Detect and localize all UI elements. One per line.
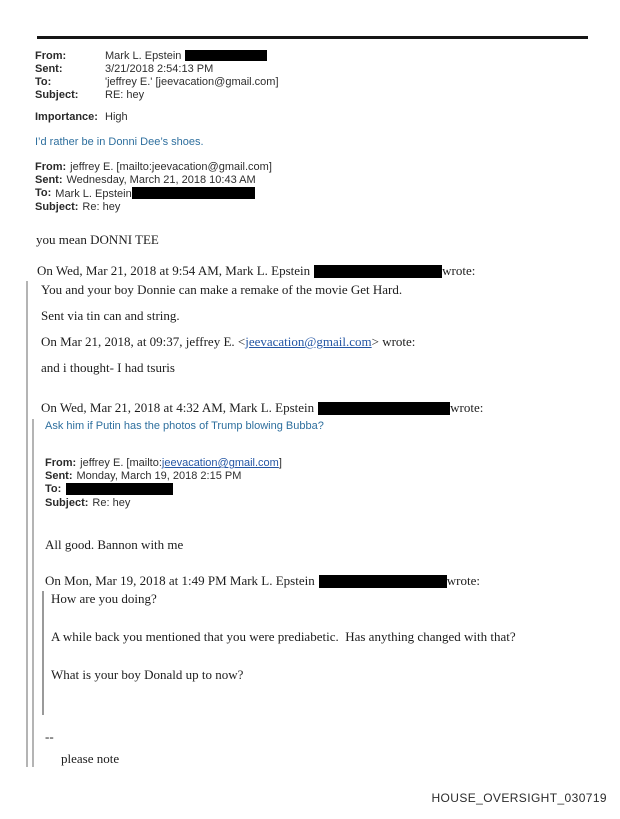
quote1-line: You and your boy Donnie can make a remake of the movie Get Hard. [41, 282, 403, 297]
quote2-body: All good. Bannon with me [45, 537, 184, 552]
quote2-blue-line: Ask him if Putin has the photos of Trump blowing Bubba? [45, 420, 324, 432]
sent-label: Sent: [35, 63, 63, 75]
subject-label: Subject: [45, 497, 89, 509]
email3-header [45, 457, 620, 510]
attribution-text: On Wed, Mar 21, 2018 at 4:32 AM, Mark L. Epstein [41, 400, 315, 415]
attribution-432am [41, 400, 620, 416]
attribution-0937 [41, 334, 620, 350]
attribution-text: On Wed, Mar 21, 2018 at 9:54 AM, Mark L. Epstein [37, 263, 311, 278]
quote-level-1 [26, 281, 620, 767]
from-text: ] [278, 457, 282, 469]
email2-sent-row [35, 174, 620, 187]
email2-subject-row [35, 201, 620, 214]
from-value [80, 457, 282, 470]
divider-rule [37, 36, 588, 39]
quote1-line: Sent via tin can and string. [41, 308, 180, 323]
from-label: From: [35, 50, 67, 62]
attribution-text: On Mon, Mar 19, 2018 at 1:49 PM Mark L. Epstein [45, 573, 315, 588]
to-value [65, 483, 173, 497]
redaction-bar [319, 575, 447, 588]
email2-from-row [35, 161, 620, 174]
email3-from-row [45, 457, 620, 470]
email2-body: you mean DONNI TEE [36, 232, 159, 247]
email3-to-row [45, 483, 620, 497]
email2-header [35, 161, 620, 214]
bates-number: HOUSE_OVERSIGHT_030719 [431, 791, 607, 805]
attribution-wrote: wrote: [442, 263, 476, 278]
email1-sent-row [35, 63, 620, 76]
quote1-line: and i thought- I had tsuris [41, 360, 175, 375]
importance-value: High [105, 111, 128, 123]
from-label: From: [35, 161, 67, 173]
from-value: jeffrey E. [mailto:jeevacation@gmail.com] [70, 161, 272, 173]
quote-level-2 [32, 419, 620, 767]
email-link[interactable]: jeevacation@gmail.com [161, 457, 279, 469]
to-label: To: [35, 187, 52, 199]
email1-to-row [35, 76, 620, 89]
attribution-954am [37, 263, 620, 279]
sent-value: Monday, March 19, 2018 2:15 PM [76, 470, 242, 482]
to-label: To: [45, 483, 62, 495]
sent-label: Sent: [45, 470, 73, 482]
subject-label: Subject: [35, 89, 79, 101]
to-value [55, 187, 254, 201]
email1-importance-row [35, 111, 620, 124]
from-value [105, 50, 267, 63]
email1-header [35, 50, 620, 124]
attribution-149pm [45, 573, 620, 589]
redaction-bar [66, 483, 173, 495]
email-link[interactable]: jeevacation@gmail.com [245, 334, 372, 349]
redaction-bar [185, 50, 267, 61]
signature-note: please note [61, 751, 120, 766]
attribution-wrote: > wrote: [371, 334, 416, 349]
from-name: Mark L. Epstein [105, 50, 182, 62]
signature-dashes: -- [45, 729, 54, 744]
quote3-line: What is your boy Donald up to now? [51, 667, 244, 682]
email2-to-row [35, 187, 620, 201]
subject-value: RE: hey [105, 89, 145, 101]
to-label: To: [35, 76, 52, 88]
email1-from-row [35, 50, 620, 63]
redaction-bar [314, 265, 442, 278]
sent-value: 3/21/2018 2:54:13 PM [105, 63, 214, 75]
redaction-bar [318, 402, 450, 415]
from-text: jeffrey E. [mailto: [80, 457, 162, 469]
to-value: 'jeffrey E.' [jeevacation@gmail.com] [105, 76, 279, 88]
importance-label: Importance: [35, 111, 98, 123]
quote3-line: How are you doing? [51, 591, 157, 606]
quote3-line: A while back you mentioned that you were prediabetic. Has anything changed with that? [51, 629, 516, 644]
to-name: Mark L. Epstein [55, 188, 132, 200]
sent-value: Wednesday, March 21, 2018 10:43 AM [66, 174, 256, 186]
subject-value: Re: hey [92, 497, 131, 509]
subject-label: Subject: [35, 201, 79, 213]
subject-value: Re: hey [82, 201, 121, 213]
email3-sent-row [45, 470, 620, 483]
attribution-wrote: wrote: [450, 400, 484, 415]
email1-body: I’d rather be in Donni Dee’s shoes. [35, 136, 204, 148]
redaction-bar [132, 187, 255, 199]
sent-label: Sent: [35, 174, 63, 186]
attribution-text: On Mar 21, 2018, at 09:37, jeffrey E. < [41, 334, 246, 349]
email3-subject-row [45, 497, 620, 510]
attribution-wrote: wrote: [446, 573, 480, 588]
from-label: From: [45, 457, 77, 469]
email1-subject-row [35, 89, 620, 102]
quote-level-3 [42, 591, 620, 715]
